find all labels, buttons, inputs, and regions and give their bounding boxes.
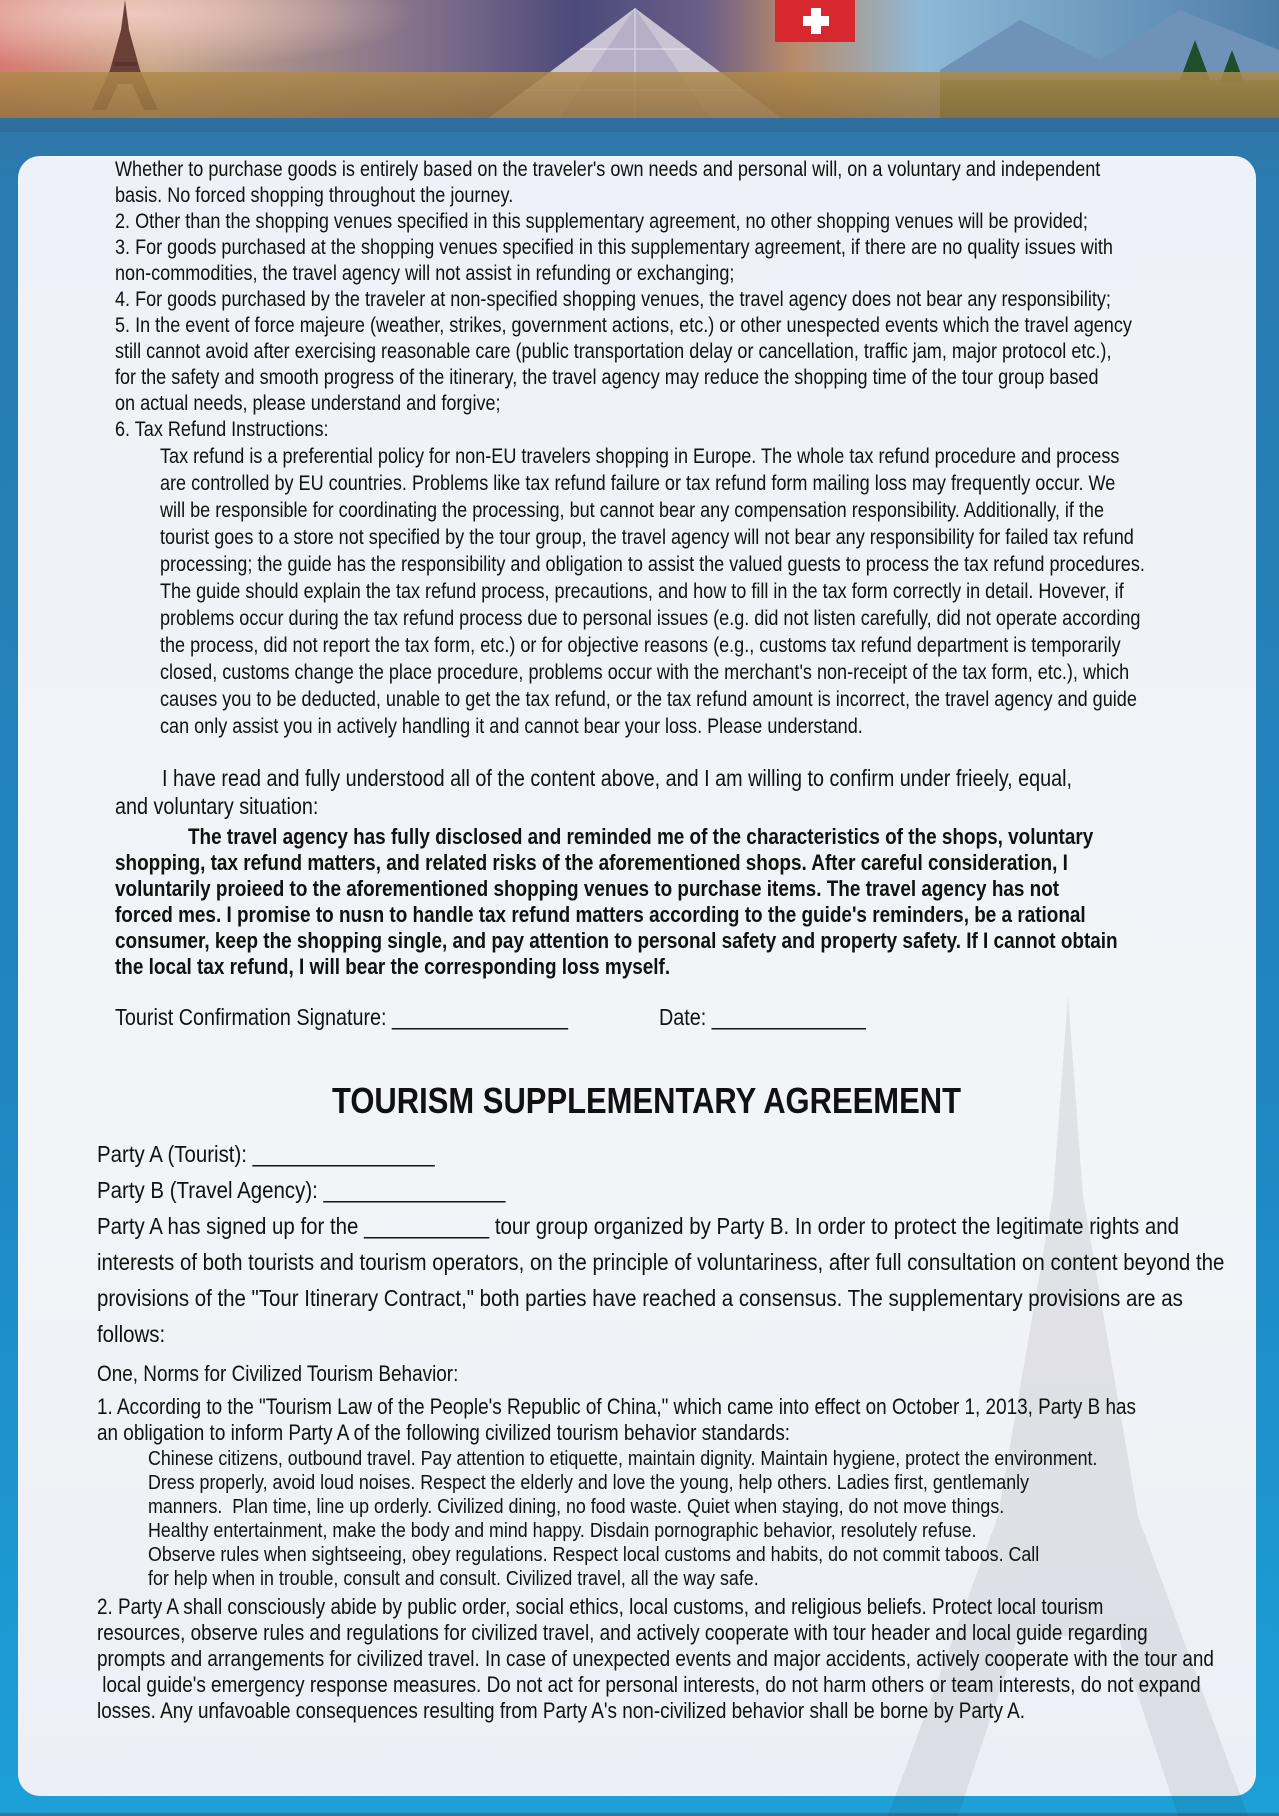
tax-line: closed, customs change the place procedure, problems occur with the merchant's non-receipt of the tax form, etc.), which	[160, 660, 1130, 684]
norm-line: an obligation to inform Party A of the following civilized tourism behavior standards:	[97, 1420, 791, 1445]
declaration-line: I have read and fully understood all of the content above, and I am willing to confirm under frieely, equal,	[162, 765, 1073, 791]
agreement-title: TOURISM SUPPLEMENTARY AGREEMENT	[332, 1080, 961, 1121]
standard-line: for help when in trouble, consult and consult. Civilized travel, all the way safe.	[148, 1567, 759, 1590]
confirm-line: consumer, keep the shopping single, and pay attention to personal safety and property safety. If I cannot obtain	[115, 928, 1118, 953]
intro-line: on actual needs, please understand and forgive;	[115, 391, 501, 415]
tax-line: causes you to be deducted, unable to get the tax refund, or the tax refund amount is incorrect, the travel agency and guide	[160, 687, 1137, 711]
confirm-line: voluntarily proieed to the aforementioned shopping venues to purchase items. The travel agency has not	[115, 876, 1060, 901]
norm-line: prompts and arrangements for civilized travel. In case of unexpected events and major accidents, actively cooperate with the tour and	[97, 1646, 1214, 1671]
tax-refund-heading: 6. Tax Refund Instructions:	[115, 417, 329, 441]
intro-line: for the safety and smooth progress of the itinerary, the travel agency may reduce the shopping time of the tour group based	[115, 365, 1099, 389]
intro-line: Whether to purchase goods is entirely based on the traveler's own needs and personal will, on a voluntary and independent	[115, 157, 1101, 181]
party-a-field[interactable]: Party A (Tourist): ________________	[97, 1141, 435, 1167]
date-field[interactable]: Date: ______________	[659, 1004, 866, 1030]
swiss-flag-icon	[775, 0, 855, 42]
party-b-field[interactable]: Party B (Travel Agency): ________________	[97, 1177, 506, 1203]
norm-line: 2. Party A shall consciously abide by public order, social ethics, local customs, and religious beliefs. Protect local tourism	[97, 1594, 1104, 1619]
tax-line: can only assist you in actively handling it and cannot bear your loss. Please understand.	[160, 714, 863, 738]
confirm-line: forced mes. I promise to nusn to handle tax refund matters according to the guide's reminders, be a rational	[115, 902, 1086, 927]
intro-line: basis. No forced shopping throughout the journey.	[115, 183, 514, 207]
agreement-line: provisions of the "Tour Itinerary Contract," both parties have reached a consensus. The supplementary provisions are as	[97, 1285, 1183, 1311]
tax-line: Tax refund is a preferential policy for non-EU travelers shopping in Europe. The whole tax refund procedure and process	[160, 444, 1120, 468]
confirm-line: The travel agency has fully disclosed and reminded me of the characteristics of the shops, voluntary	[188, 824, 1094, 849]
declaration-line: and voluntary situation:	[115, 793, 319, 819]
tax-line: are controlled by EU countries. Problems like tax refund failure or tax refund form mailing loss may frequently occur. We	[160, 471, 1116, 495]
intro-line: 5. In the event of force majeure (weather, strikes, government actions, etc.) or other unespected events which the travel agency	[115, 313, 1132, 337]
standard-line: Healthy entertainment, make the body and mind happy. Disdain pornographic behavior, resolutely refuse.	[148, 1519, 977, 1542]
banner-bottom-band	[0, 118, 1279, 132]
intro-line: 4. For goods purchased by the traveler at non-specified shopping venues, the travel agency does not bear any responsibility;	[115, 287, 1111, 311]
tax-line: the process, did not report the tax form, etc.) or for objective reasons (e.g., customs tax refund department is temporarily	[160, 633, 1121, 657]
norms-heading: One, Norms for Civilized Tourism Behavior:	[97, 1361, 459, 1386]
confirm-line: the local tax refund, I will bear the corresponding loss myself.	[115, 954, 671, 979]
standard-line: Dress properly, avoid loud noises. Respect the elderly and love the young, help others. Ladies first, gentlemanly	[148, 1471, 1030, 1494]
header-banner	[0, 0, 1279, 132]
confirm-line: shopping, tax refund matters, and related risks of the aforementioned shops. After careful consideration, I	[115, 850, 1068, 875]
sunset-sky	[0, 0, 420, 70]
norm-line: resources, observe rules and regulations for civilized travel, and actively cooperate with tour header and local guide regarding	[97, 1620, 1148, 1645]
intro-line: still cannot avoid after exercising reasonable care (public transportation delay or cancellation, traffic jam, major protocol etc.),	[115, 339, 1112, 363]
standard-line: Observe rules when sightseeing, obey regulations. Respect local customs and habits, do not commit taboos. Call	[148, 1543, 1040, 1566]
signature-field[interactable]: Tourist Confirmation Signature: ________________	[115, 1004, 569, 1030]
agreement-line: follows:	[97, 1321, 166, 1347]
intro-line: 2. Other than the shopping venues specified in this supplementary agreement, no other shopping venues will be provided;	[115, 209, 1088, 233]
tax-line: tourist goes to a store not specified by the tour group, the travel agency will not bear any responsibility for failed tax refund	[160, 525, 1134, 549]
intro-line: non-commodities, the travel agency will not assist in refunding or exchanging;	[115, 261, 735, 285]
tax-line: problems occur during the tax refund process due to personal issues (e.g. did not listen carefully, did not operate according	[160, 606, 1141, 630]
tax-line: The guide should explain the tax refund process, precautions, and how to fill in the tax form correctly in detail. Hovever, if	[160, 579, 1124, 603]
agreement-line: interests of both tourists and tourism operators, on the principle of voluntariness, after full consultation on content beyond the	[97, 1249, 1225, 1275]
standard-line: Chinese citizens, outbound travel. Pay attention to etiquette, maintain dignity. Maintain hygiene, protect the environment.	[148, 1447, 1098, 1470]
standard-line: manners. Plan time, line up orderly. Civilized dining, no food waste. Quiet when staying, do not move things.	[148, 1495, 1005, 1518]
norm-line: losses. Any unfavoable consequences resulting from Party A's non-civilized behavior shall be borne by Party A.	[97, 1698, 1026, 1723]
agreement-line: Party A has signed up for the ___________ tour group organized by Party B. In order to protect the legitimate rights and	[97, 1213, 1180, 1239]
tax-line: processing; the guide has the responsibility and obligation to assist the valued guests to process the tax refund procedures.	[160, 552, 1145, 576]
norm-line: local guide's emergency response measures. Do not act for personal interests, do not harm others or team interests, do not expand	[97, 1672, 1201, 1697]
tax-line: will be responsible for coordinating the processing, but cannot bear any compensation responsibility. Additionally, if the	[160, 498, 1105, 522]
document-card	[18, 156, 1256, 1796]
intro-line: 3. For goods purchased at the shopping venues specified in this supplementary agreement, if there are no quality issues with	[115, 235, 1113, 259]
norm-line: 1. According to the "Tourism Law of the People's Republic of China," which came into effect on October 1, 2013, Party B has	[97, 1394, 1136, 1419]
